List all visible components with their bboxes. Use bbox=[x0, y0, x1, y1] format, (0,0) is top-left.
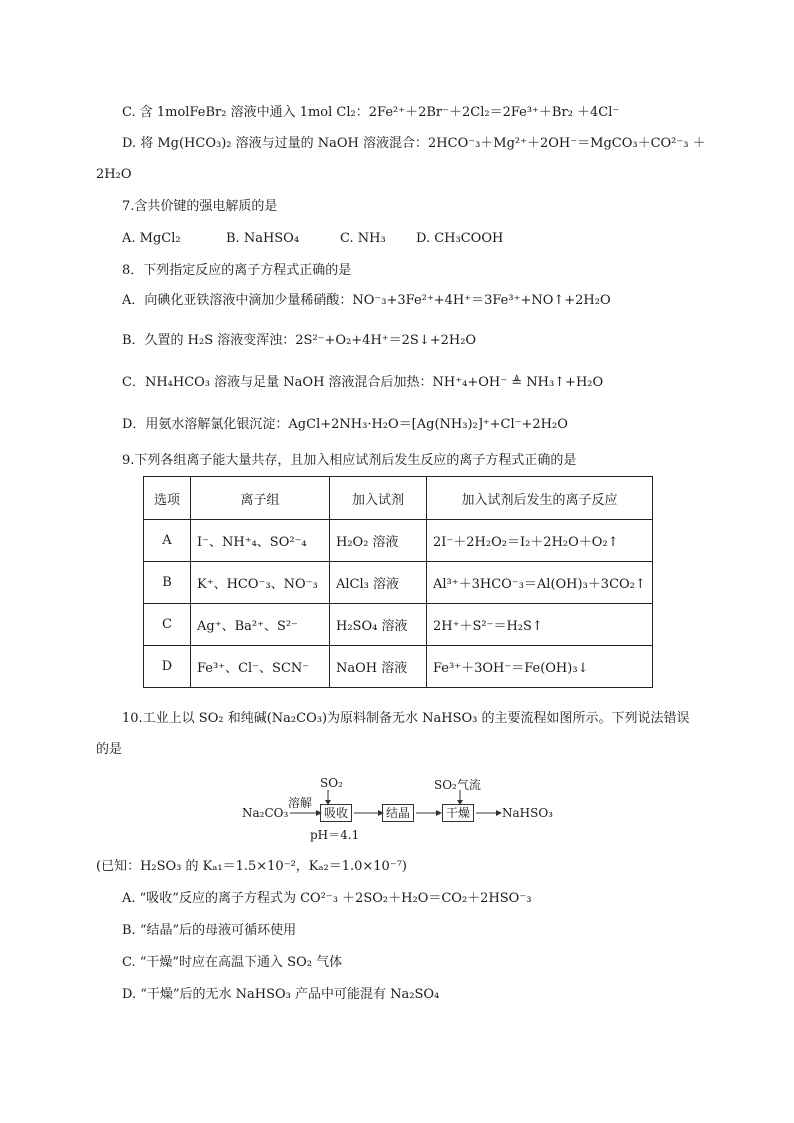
option-6d: D. 将 Mg(HCO₃)₂ 溶液与过量的 NaOH 溶液混合：2HCO⁻₃＋Mg²⁺＋2OH⁻＝MgCO₃＋CO²⁻₃ ＋ bbox=[122, 136, 706, 151]
option-8d: D．用氨水溶解氯化银沉淀：AgCl+2NH₃·H₂O＝[Ag(NH₃)₂]⁺+Cl⁻+2H₂O bbox=[122, 417, 568, 432]
table-cell: AlCl₃ 溶液 bbox=[330, 562, 427, 604]
flow-so2-input: SO₂ bbox=[320, 776, 343, 790]
table-cell: A bbox=[144, 520, 191, 562]
table-header: 加入试剂后发生的离子反应 bbox=[427, 477, 653, 520]
option-10d: D. “干燥”后的无水 NaHSO₃ 产品中可能混有 Na₂SO₄ bbox=[122, 987, 440, 1002]
table-cell: Fe³⁺、Cl⁻、SCN⁻ bbox=[191, 646, 330, 688]
option-10a: A. “吸收”反应的离子方程式为 CO²⁻₃ ＋2SO₂＋H₂O＝CO₂＋2HSO⁻₃ bbox=[122, 891, 532, 906]
option-7b: B. NaHSO₄ bbox=[226, 231, 300, 246]
table-header-row bbox=[144, 477, 653, 520]
table-cell: Al³⁺＋3HCO⁻₃＝Al(OH)₃＋3CO₂↑ bbox=[427, 562, 653, 604]
option-8b: B．久置的 H₂S 溶液变浑浊：2S²⁻+O₂+4H⁺＝2S↓+2H₂O bbox=[122, 333, 477, 348]
table-cell: K⁺、HCO⁻₃、NO⁻₃ bbox=[191, 562, 330, 604]
flow-start: Na₂CO₃ bbox=[242, 806, 289, 820]
option-6d-cont: 2H₂O bbox=[96, 167, 132, 182]
flow-so2-stream: SO₂气流 bbox=[434, 778, 481, 792]
table-cell: 2I⁻＋2H₂O₂＝I₂＋2H₂O＋O₂↑ bbox=[427, 520, 653, 562]
flow-dissolve-label: 溶解 bbox=[288, 796, 313, 810]
option-10b: B. “结晶”后的母液可循环使用 bbox=[122, 923, 297, 938]
option-8c: C．NH₄HCO₃ 溶液与足量 NaOH 溶液混合后加热：NH⁺₄+OH⁻ ≜ NH₃↑+H₂O bbox=[122, 375, 604, 390]
table-row bbox=[144, 604, 653, 646]
flow-product: NaHSO₃ bbox=[502, 806, 553, 820]
table-cell: H₂O₂ 溶液 bbox=[330, 520, 427, 562]
table-row bbox=[144, 562, 653, 604]
question-10: 10.工业上以 SO₂ 和纯碱(Na₂CO₃)为原料制备无水 NaHSO₃ 的主要流程如图所示。下列说法错误 bbox=[122, 711, 690, 726]
option-7d: D. CH₃COOH bbox=[416, 231, 504, 246]
table-row bbox=[144, 520, 653, 562]
table-cell: 2H⁺＋S²⁻＝H₂S↑ bbox=[427, 604, 653, 646]
flow-absorb-box: 吸收 bbox=[320, 804, 352, 822]
table-cell: H₂SO₄ 溶液 bbox=[330, 604, 427, 646]
table-cell: D bbox=[144, 646, 191, 688]
question-9: 9.下列各组离子能大量共存，且加入相应试剂后发生反应的离子方程式正确的是 bbox=[122, 453, 577, 468]
table-cell: C bbox=[144, 604, 191, 646]
table-header: 加入试剂 bbox=[330, 477, 427, 520]
options-table bbox=[143, 476, 653, 688]
question-8: 8．下列指定反应的离子方程式正确的是 bbox=[122, 263, 352, 278]
table-header: 选项 bbox=[144, 477, 191, 520]
table-row bbox=[144, 646, 653, 688]
option-7a: A. MgCl₂ bbox=[122, 231, 181, 246]
process-flow-diagram bbox=[238, 772, 558, 842]
option-6c: C. 含 1molFeBr₂ 溶液中通入 1mol Cl₂：2Fe²⁺＋2Br⁻＋2Cl₂＝2Fe³⁺＋Br₂ ＋4Cl⁻ bbox=[122, 105, 620, 120]
table-cell: Fe³⁺＋3OH⁻＝Fe(OH)₃↓ bbox=[427, 646, 653, 688]
option-8a: A．向碘化亚铁溶液中滴加少量稀硝酸：NO⁻₃+3Fe²⁺+4H⁺＝3Fe³⁺+NO↑+2H₂O bbox=[122, 293, 611, 308]
table-cell: B bbox=[144, 562, 191, 604]
question-7: 7.含共价键的强电解质的是 bbox=[122, 199, 278, 214]
table-cell: Ag⁺、Ba²⁺、S²⁻ bbox=[191, 604, 330, 646]
option-7c: C. NH₃ bbox=[340, 231, 386, 246]
table-cell: NaOH 溶液 bbox=[330, 646, 427, 688]
flow-crystallize-box: 结晶 bbox=[382, 804, 414, 822]
flow-dry-box: 干燥 bbox=[442, 804, 474, 822]
given-constants: (已知：H₂SO₃ 的 Kₐ₁＝1.5×10⁻²，Kₐ₂＝1.0×10⁻⁷) bbox=[96, 859, 407, 874]
question-10-cont: 的是 bbox=[96, 742, 123, 757]
option-10c: C. “干燥”时应在高温下通入 SO₂ 气体 bbox=[122, 955, 343, 970]
flow-ph: pH＝4.1 bbox=[310, 828, 360, 842]
table-cell: I⁻、NH⁺₄、SO²⁻₄ bbox=[191, 520, 330, 562]
table-header: 离子组 bbox=[191, 477, 330, 520]
